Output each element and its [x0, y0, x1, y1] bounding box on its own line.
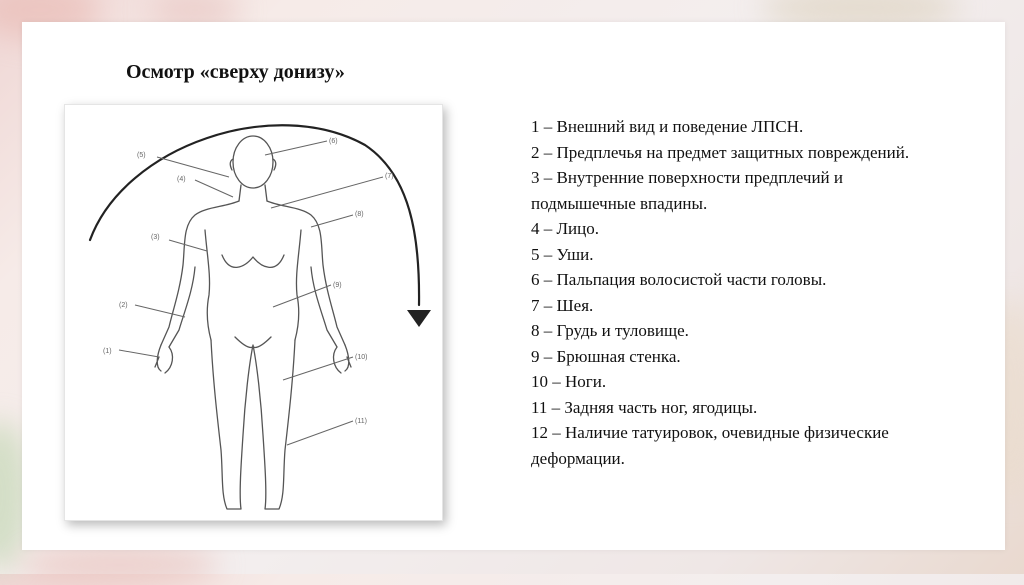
arm-inner [169, 267, 337, 347]
leader-line [265, 141, 327, 155]
callout-label: (1) [103, 348, 112, 355]
leader-line [271, 177, 383, 208]
callout-label: (7) [385, 173, 394, 180]
leader-line [119, 350, 159, 357]
body-diagram-svg [65, 105, 442, 520]
torso-outline [161, 201, 345, 345]
callout-label: (4) [177, 176, 186, 183]
list-item: 9 – Брюшная стенка. [531, 346, 681, 366]
leader-line [169, 240, 207, 251]
leader-line [195, 180, 233, 197]
callout-label: (3) [151, 234, 160, 241]
hand-left [155, 345, 172, 373]
list-item: 6 – Пальпация волосистой части головы. [531, 270, 827, 289]
list-item: 7 – Шея. [531, 295, 594, 315]
callout-label: (2) [119, 302, 128, 309]
head-shape [233, 136, 273, 188]
leader-line [157, 157, 229, 177]
torso-sides [205, 230, 301, 340]
inspection-steps-list [531, 114, 951, 471]
list-item: 3 – Внутренние поверхности предплечий и подмышечные впадины. [531, 168, 843, 213]
list-item: 11 – Задняя часть ног, ягодицы. [531, 397, 758, 417]
callout-label: (6) [329, 138, 338, 145]
list-item: 4 – Лицо. [531, 219, 599, 238]
leader-line [311, 215, 353, 227]
callout-label: (11) [355, 418, 367, 425]
list-item: 1 – Внешний вид и поведение ЛПСН. [531, 117, 804, 136]
list-item: 8 – Грудь и туловище. [531, 321, 689, 340]
list-item: 2 – Предплечья на предмет защитных повреждений. [531, 142, 910, 162]
callout-label: (9) [333, 282, 342, 289]
slide-title: Осмотр «сверху донизу» [126, 61, 345, 83]
chest-line [222, 255, 284, 267]
body-diagram [64, 104, 443, 521]
list-item: 12 – Наличие татуировок, очевидные физические деформации. [531, 423, 889, 468]
leader-line [287, 421, 353, 445]
decor-blot [20, 545, 220, 585]
callout-label: (10) [355, 354, 368, 361]
arrow-head [407, 310, 431, 327]
list-item: 10 – Ноги. [531, 372, 607, 391]
slide-card [22, 22, 1005, 550]
callout-label: (5) [137, 152, 146, 159]
list-item: 5 – Уши. [531, 244, 594, 264]
leader-line [135, 305, 185, 317]
leader-line [273, 285, 331, 307]
callout-label: (8) [355, 211, 364, 218]
legs-outline [211, 340, 295, 509]
